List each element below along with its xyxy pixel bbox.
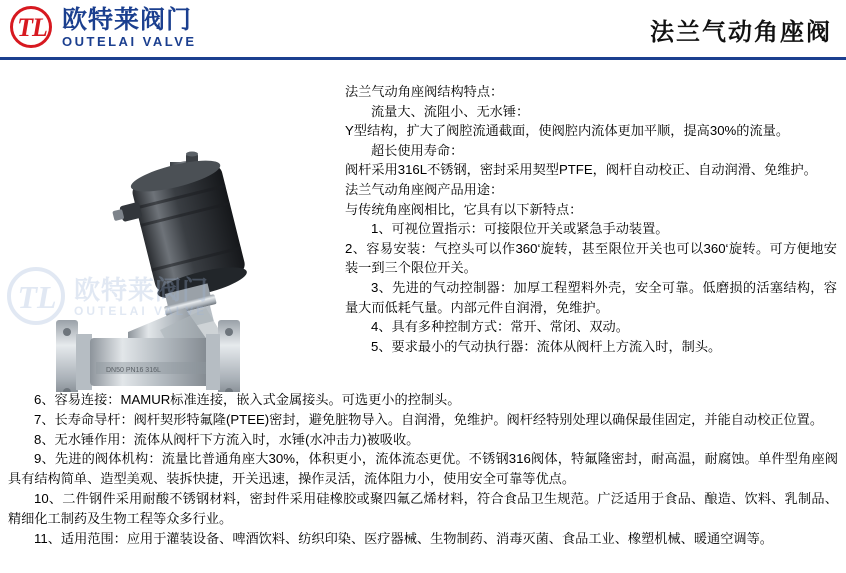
valve-illustration-icon bbox=[10, 62, 330, 392]
header-divider bbox=[0, 57, 846, 60]
specifications-column bbox=[8, 390, 838, 548]
paragraph-stem-material: 阀杆采用316L不锈钢，密封采用契型PTFE，阀杆自动校正、自动润滑、免维护。 bbox=[345, 162, 817, 178]
brand-name-cn: 欧特莱阀门 bbox=[62, 5, 193, 34]
description-column bbox=[345, 82, 837, 356]
paragraph-item-8: 8、无水锤作用：流体从阀杆下方流入时，水锤(水冲击力)被吸收。 bbox=[34, 431, 420, 447]
paragraph-item-7: 7、长寿命导杆：阀杆契形特氟隆(PTEE)密封，避免脏物导入。自润滑，免维护。阀杆经特别处理以确保最佳固定，并能自动校正位置。 bbox=[34, 411, 824, 427]
brand-name-en: OUTELAI VALVE bbox=[62, 33, 197, 49]
watermark-name-en: OUTELAI VALVE bbox=[74, 303, 208, 318]
page-header bbox=[0, 0, 846, 58]
paragraph-item-6: 6、容易连接：MAMUR标准连接，嵌入式金属接头。可选更小的控制头。 bbox=[34, 392, 461, 407]
svg-text:DN50 PN16 316L: DN50 PN16 316L bbox=[106, 367, 161, 374]
page-title: 法兰气动角座阀 bbox=[650, 19, 832, 46]
paragraph-item-3: 3、先进的气动控制器：加厚工程塑料外壳，安全可靠。低磨损的活塞结构，容量大而低耗气量。内部元件自润滑，免维护。 bbox=[345, 279, 837, 315]
watermark-text bbox=[74, 276, 209, 319]
paragraph-y-type: Y型结构，扩大了阀腔流通截面，使阀腔内流体更加平顺，提高30%的流量。 bbox=[345, 123, 789, 139]
watermark-name-cn: 欧特莱阀门 bbox=[74, 274, 210, 305]
watermark-ring-icon bbox=[6, 266, 68, 328]
paragraph-item-9: 9、先进的阀体机构：流量比普通角座大30%，体积更小，流体流态更优。不锈钢316阀体，特氟隆密封，耐高温，耐腐蚀。单件型角座阀具有结构简单、造型美观、装拆快捷，开关迅速，操作灵活，流体阻力小，使用安全可靠等优点。 bbox=[8, 451, 838, 487]
paragraph-flow-features: 流量大、流阻小、无水锤： bbox=[371, 103, 530, 119]
product-image bbox=[0, 62, 340, 392]
company-logo-icon bbox=[8, 4, 56, 52]
paragraph-usage-heading: 法兰气动角座阀产品用途： bbox=[345, 181, 504, 197]
logo-initials: TL bbox=[17, 13, 47, 42]
paragraph-item-11: 11、适用范围：应用于灌装设备、啤酒饮料、纺织印染、医疗器械、生物制药、消毒灭菌、食品工业、橡塑机械、暖通空调等。 bbox=[34, 530, 773, 546]
paragraph-item-4: 4、具有多种控制方式：常开、常闭、双动。 bbox=[371, 319, 629, 335]
paragraph-item-2: 2、容易安装：气控头可以作360‘旋转，甚至限位开关也可以360‘旋转。可方便地安装一到三个限位开关。 bbox=[345, 240, 837, 276]
paragraph-item-5: 5、要求最小的气动执行器：流体从阀杆上方流入时，制头。 bbox=[371, 338, 722, 354]
paragraph-compare-traditional: 与传统角座阀相比，它具有以下新特点： bbox=[345, 201, 583, 217]
brand-lockup bbox=[8, 4, 197, 52]
paragraph-item-10: 10、二件钢件采用耐酸不锈钢材料，密封件采用硅橡胶或聚四氟乙烯材料，符合食品卫生规范。广泛适用于食品、酿造、饮料、乳制品、精细化工制药及生物工程等众多行业。 bbox=[8, 490, 838, 526]
watermark-logo bbox=[6, 252, 256, 342]
watermark-initials: TL bbox=[17, 279, 57, 315]
brand-text bbox=[62, 7, 197, 50]
paragraph-item-1: 1、可视位置指示：可接限位开关或紧急手动装置。 bbox=[371, 221, 669, 237]
paragraph-long-life-heading: 超长使用寿命： bbox=[371, 142, 464, 158]
paragraph-structure-heading: 法兰气动角座阀结构特点： bbox=[345, 84, 504, 99]
